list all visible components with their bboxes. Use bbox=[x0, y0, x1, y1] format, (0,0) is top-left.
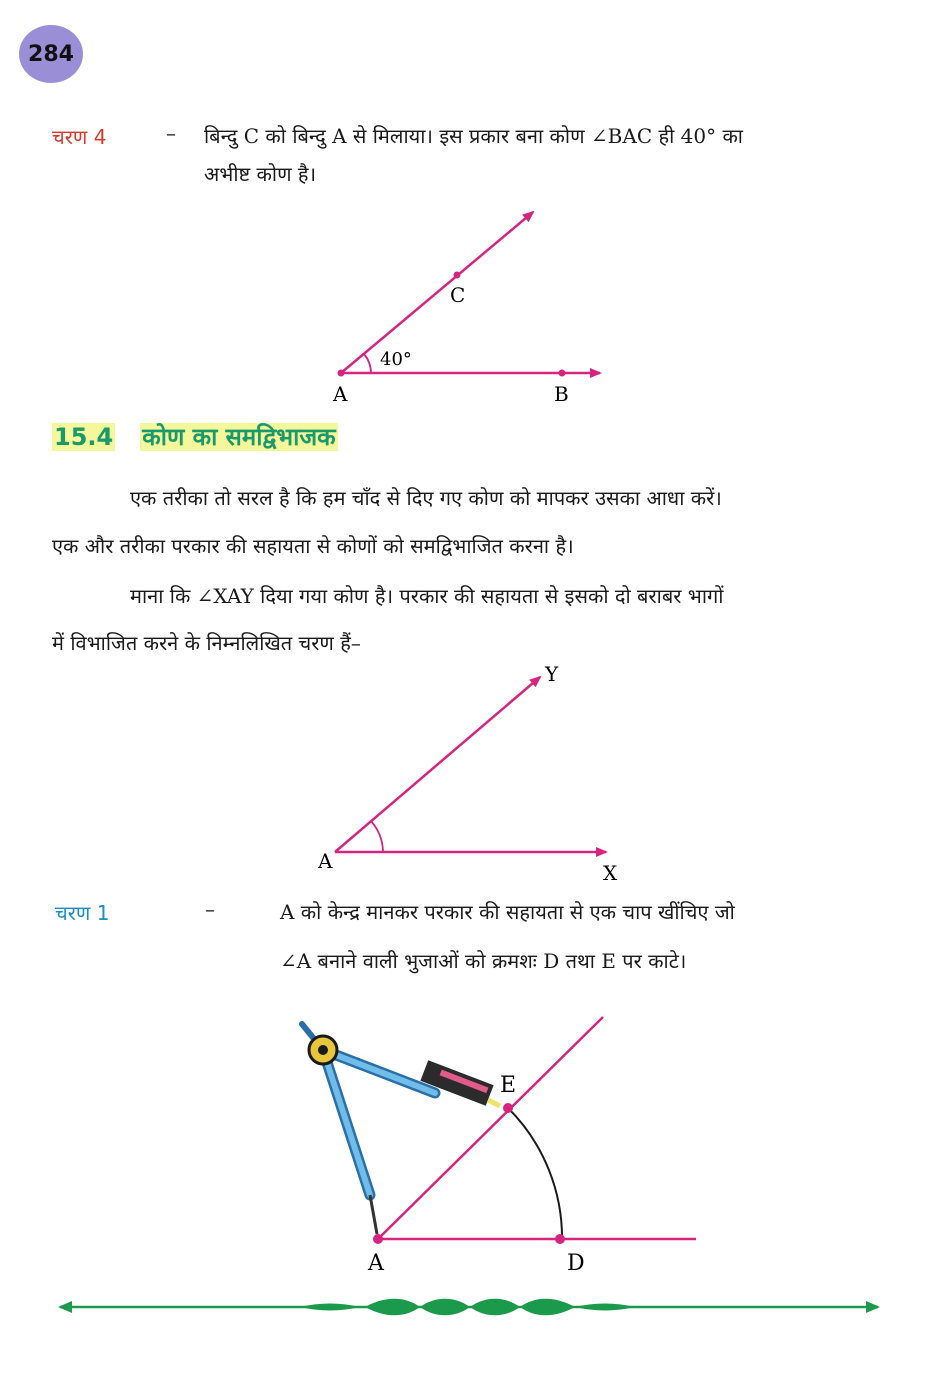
step1-text-line1: A को केन्द्र मानकर परकार की सहायता से एक चाप खींचिए जो bbox=[280, 900, 735, 924]
ray-ay bbox=[335, 677, 540, 852]
angle-arc-xay bbox=[371, 821, 383, 852]
label-e3: E bbox=[500, 1073, 517, 1098]
angle-arc-40 bbox=[364, 354, 371, 373]
point-a3-dot bbox=[373, 1234, 383, 1244]
page-number: 284 bbox=[19, 25, 83, 83]
step1-dash: – bbox=[205, 897, 215, 921]
para1-line1: एक तरीका तो सरल है कि हम चाँद से दिए गए कोण को मापकर उसका आधा करें। bbox=[130, 486, 722, 510]
compass-icon bbox=[302, 1024, 500, 1234]
step4-text-line2: अभीष्ट कोण है। bbox=[204, 162, 317, 186]
label-a3: A bbox=[368, 1251, 384, 1276]
para2-line2: में विभाजित करने के निम्नलिखित चरण हैं– bbox=[52, 631, 361, 655]
point-c-dot bbox=[454, 272, 461, 279]
para1-line2: एक और तरीका परकार की सहायता से कोणों को समद्विभाजित करना है। bbox=[52, 534, 574, 558]
arc-de bbox=[508, 1108, 562, 1243]
label-a1: A bbox=[333, 382, 348, 406]
label-x2: X bbox=[603, 861, 618, 885]
label-b1: B bbox=[554, 382, 569, 406]
ray-ae bbox=[378, 1017, 603, 1239]
section-heading bbox=[52, 420, 338, 453]
step4-text-line1: बिन्दु C को बिन्दु A से मिलाया। इस प्रकार बना कोण ∠BAC ही 40° का bbox=[204, 124, 743, 148]
label-a2: A bbox=[318, 849, 333, 873]
figure3-compass-arc bbox=[302, 1017, 696, 1276]
step4-label: चरण 4 bbox=[52, 125, 107, 149]
point-d3-dot bbox=[555, 1234, 565, 1244]
point-a-dot bbox=[338, 370, 345, 377]
section-number: 15.4 bbox=[54, 423, 114, 451]
step1-text-line2: ∠A बनाने वाली भुजाओं को क्रमशः D तथा E पर काटे। bbox=[280, 949, 687, 973]
label-c1: C bbox=[450, 283, 466, 307]
figure2-angle-xay bbox=[317, 662, 618, 885]
para2-line1: माना कि ∠XAY दिया गया कोण है। परकार की सहायता से इसको दो बराबर भागों bbox=[130, 584, 724, 608]
angle-label-40: 40° bbox=[380, 349, 412, 370]
figure1-angle-bac bbox=[332, 212, 600, 406]
decorative-divider bbox=[60, 1299, 878, 1316]
step4-dash: – bbox=[166, 121, 176, 145]
section-title: कोण का समद्विभाजक bbox=[142, 423, 336, 451]
point-b-dot bbox=[559, 370, 566, 377]
label-d3: D bbox=[567, 1251, 585, 1276]
label-y2: Y bbox=[545, 662, 559, 686]
ray-ac bbox=[341, 212, 533, 373]
point-e3-dot bbox=[503, 1103, 513, 1113]
step1-label: चरण 1 bbox=[55, 901, 110, 925]
